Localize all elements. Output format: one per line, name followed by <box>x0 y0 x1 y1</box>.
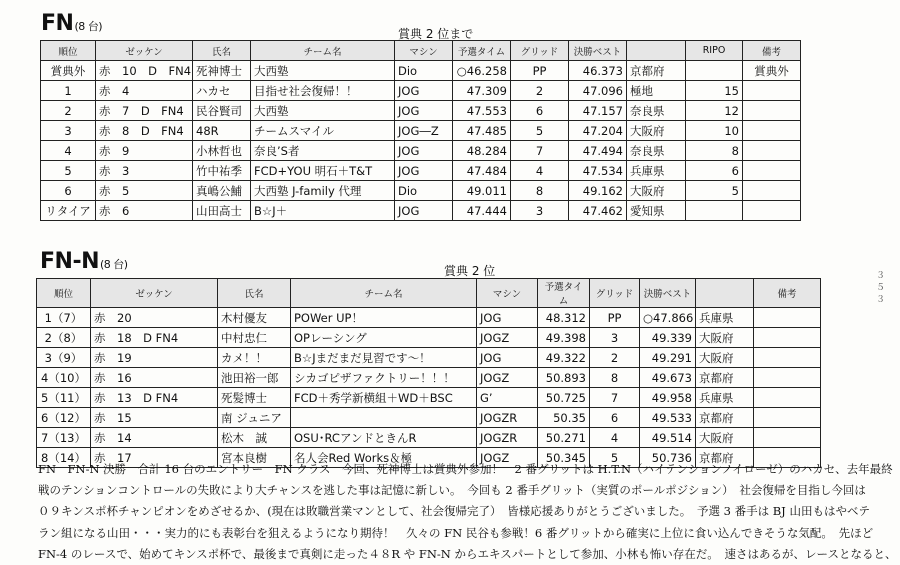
fn-header-cell: チーム名 <box>251 41 395 61</box>
fn-section-title: FN(8 台) <box>41 11 103 36</box>
fn-results-table <box>40 40 801 221</box>
table-cell: 大阪府 <box>696 328 754 348</box>
table-cell: 目指せ社会復帰！！ <box>251 81 395 101</box>
table-cell: 大西塾 J-family 代理 <box>251 181 395 201</box>
fnn-header-cell: ゼッケン <box>91 279 218 308</box>
table-cell: 真嶋公鯆 <box>193 181 251 201</box>
table-cell: B☆J＋ <box>251 201 395 221</box>
fnn-header-cell: マシン <box>477 279 538 308</box>
fnn-header-cell: 氏名 <box>218 279 291 308</box>
table-cell: 4（10） <box>37 368 91 388</box>
table-cell: 大西塾 <box>251 61 395 81</box>
table-cell: Dio <box>395 181 453 201</box>
table-cell: 賞典外 <box>743 61 801 81</box>
table-cell: 小林哲也 <box>193 141 251 161</box>
table-cell <box>754 388 821 408</box>
table-cell: 大阪府 <box>627 121 686 141</box>
table-cell: 4 <box>41 141 96 161</box>
table-cell: JOG―Z <box>395 121 453 141</box>
table-cell: 木村優友 <box>218 308 291 328</box>
table-cell: OSU･RCアンドときんR <box>291 428 477 448</box>
table-cell: 京都府 <box>696 408 754 428</box>
table-cell: 京都府 <box>627 61 686 81</box>
table-cell: 愛知県 <box>627 201 686 221</box>
table-cell: 50.35 <box>538 408 590 428</box>
table-cell: 47.494 <box>569 141 627 161</box>
table-cell: 49.958 <box>640 388 696 408</box>
fn-header-cell: ゼッケン <box>96 41 193 61</box>
table-cell: 大阪府 <box>627 181 686 201</box>
fnn-header-cell: 備考 <box>754 279 821 308</box>
table-cell: 3 <box>41 121 96 141</box>
table-cell: JOG <box>395 201 453 221</box>
table-cell: JOGZR <box>477 428 538 448</box>
table-cell: 赤 20 <box>91 308 218 328</box>
table-cell: PP <box>590 308 640 328</box>
table-row <box>41 201 801 221</box>
table-cell <box>754 368 821 388</box>
table-cell: 大西塾 <box>251 101 395 121</box>
table-cell: 赤 10 D FN4 <box>96 61 193 81</box>
table-cell: リタイア <box>41 201 96 221</box>
table-cell: 8 <box>511 181 569 201</box>
table-cell: 49.673 <box>640 368 696 388</box>
table-row <box>41 101 801 121</box>
table-cell: 4 <box>590 428 640 448</box>
table-cell: OPレーシング <box>291 328 477 348</box>
table-cell: B☆Jまだまだ見習です～！ <box>291 348 477 368</box>
table-cell <box>743 201 801 221</box>
fn-prize-note: 賞典 2 位まで <box>398 27 474 41</box>
table-cell: 5 <box>590 448 640 468</box>
table-cell: JOG <box>395 81 453 101</box>
table-cell: 6（12） <box>37 408 91 428</box>
table-cell: 赤 7 D FN4 <box>96 101 193 121</box>
table-cell: 47.553 <box>453 101 511 121</box>
table-cell: JOG <box>477 308 538 328</box>
table-row <box>41 141 801 161</box>
table-cell: 46.373 <box>569 61 627 81</box>
fn-header-cell: 予選タイム <box>453 41 511 61</box>
table-cell: 1（7） <box>37 308 91 328</box>
table-cell: 南 ジュニア <box>218 408 291 428</box>
table-cell: 兵庫県 <box>627 161 686 181</box>
table-cell <box>754 328 821 348</box>
table-cell: JOG <box>477 348 538 368</box>
table-cell <box>754 308 821 328</box>
table-cell: 50.893 <box>538 368 590 388</box>
commentary-line: 戦のテンションコントロールの失敗により大チャンスを逃した事は記憶に新しい。 今回も 2 番手グリット（実質のポールポジション） 社会復帰を目指し今回は <box>38 483 866 498</box>
table-cell: 6 <box>41 181 96 201</box>
table-cell: 宮本良樹 <box>218 448 291 468</box>
table-cell: 49.514 <box>640 428 696 448</box>
table-cell: 名人会Red Works＆極 <box>291 448 477 468</box>
table-cell: 赤 3 <box>96 161 193 181</box>
table-row <box>37 328 821 348</box>
commentary-line: ラン組になる山田・・・実力的にも表彰台を狙えるようになり期待！ 久々の FN 民谷も参戦！6 番グリットから確実に上位に食い込んできそうな気配。 先ほど <box>38 525 874 540</box>
table-cell: 48.284 <box>453 141 511 161</box>
table-cell: 1 <box>41 81 96 101</box>
table-cell: 京都府 <box>696 448 754 468</box>
table-cell: 赤 6 <box>96 201 193 221</box>
table-row <box>41 161 801 181</box>
table-cell: 赤 14 <box>91 428 218 448</box>
table-cell: JOG <box>395 101 453 121</box>
fn-header-row <box>41 41 801 61</box>
table-cell <box>754 348 821 368</box>
table-cell: 奈良県 <box>627 101 686 121</box>
table-row <box>41 181 801 201</box>
table-row <box>37 308 821 328</box>
table-cell: 50.736 <box>640 448 696 468</box>
table-cell: POWer UP！ <box>291 308 477 328</box>
table-cell: 47.309 <box>453 81 511 101</box>
fn-header-cell: マシン <box>395 41 453 61</box>
table-cell: 48.312 <box>538 308 590 328</box>
table-cell: 2 <box>511 81 569 101</box>
table-cell: 大阪府 <box>696 348 754 368</box>
table-cell: 2（8） <box>37 328 91 348</box>
table-row <box>41 121 801 141</box>
table-cell: 47.485 <box>453 121 511 141</box>
table-cell: 赤 16 <box>91 368 218 388</box>
table-cell <box>743 161 801 181</box>
fnn-header-cell: チーム名 <box>291 279 477 308</box>
fnn-section-title: FN-N(8 台) <box>40 249 128 274</box>
table-cell <box>291 408 477 428</box>
table-cell: 赤 18 D FN4 <box>91 328 218 348</box>
table-cell: 兵庫県 <box>696 308 754 328</box>
fn-header-cell: グリッド <box>511 41 569 61</box>
table-cell: 5 <box>41 161 96 181</box>
table-cell: 7 <box>511 141 569 161</box>
table-cell: 2 <box>590 348 640 368</box>
table-cell: JOGZ <box>477 368 538 388</box>
table-cell <box>754 408 821 428</box>
table-cell: 6 <box>511 101 569 121</box>
table-cell: 3 <box>590 328 640 348</box>
table-cell: 赤 9 <box>96 141 193 161</box>
commentary-line: FN-4 のレースで、始めてキンスポ杯で、最後まで真剣に走った４８R や FN-N からエキスパートとして参加、小林も怖い存在だ。 速さはあるが、レースとなると、 <box>38 546 897 561</box>
table-row <box>41 81 801 101</box>
table-cell: 49.533 <box>640 408 696 428</box>
table-cell: チームスマイル <box>251 121 395 141</box>
table-row <box>37 428 821 448</box>
table-cell: JOG <box>395 161 453 181</box>
table-cell <box>743 101 801 121</box>
fnn-header-cell <box>696 279 754 308</box>
table-cell: 12 <box>686 101 743 121</box>
table-cell: FCD+YOU 明石＋T&T <box>251 161 395 181</box>
fn-header-cell: 順位 <box>41 41 96 61</box>
table-cell: 京都府 <box>696 368 754 388</box>
fn-header-cell: 備考 <box>743 41 801 61</box>
table-cell: 3 <box>511 201 569 221</box>
fnn-prize-note: 賞典 2 位 <box>444 264 496 278</box>
table-cell: PP <box>511 61 569 81</box>
fnn-results-table <box>36 278 821 468</box>
table-cell <box>754 428 821 448</box>
table-cell: ○47.866 <box>640 308 696 328</box>
table-cell: JOG <box>395 141 453 161</box>
table-cell <box>686 61 743 81</box>
table-cell: 47.096 <box>569 81 627 101</box>
fn-header-cell: 決勝ベスト <box>569 41 627 61</box>
table-cell: 8 <box>686 141 743 161</box>
table-cell: 8（14） <box>37 448 91 468</box>
table-cell <box>686 201 743 221</box>
table-cell: 死髪博士 <box>218 388 291 408</box>
table-cell: 5 <box>686 181 743 201</box>
table-cell: 47.462 <box>569 201 627 221</box>
table-cell: 50.271 <box>538 428 590 448</box>
table-cell: 兵庫県 <box>696 388 754 408</box>
table-cell: 赤 15 <box>91 408 218 428</box>
table-cell: 5 <box>511 121 569 141</box>
table-cell: 赤 19 <box>91 348 218 368</box>
table-cell <box>743 141 801 161</box>
table-cell: 3（9） <box>37 348 91 368</box>
table-cell: 山田高士 <box>193 201 251 221</box>
table-cell: 池田裕一郎 <box>218 368 291 388</box>
table-row <box>37 408 821 428</box>
table-cell: 49.291 <box>640 348 696 368</box>
table-cell: 10 <box>686 121 743 141</box>
table-cell: 2 <box>41 101 96 121</box>
table-cell: 47.444 <box>453 201 511 221</box>
table-cell: 49.398 <box>538 328 590 348</box>
table-cell: 赤 17 <box>91 448 218 468</box>
fnn-header-cell: 予選タイム <box>538 279 590 308</box>
table-cell: 民谷賢司 <box>193 101 251 121</box>
table-cell <box>743 181 801 201</box>
commentary-line: FN FN-N 決勝 合計 16 台のエントリー FN クラス 今回、死神博士は賞典外参加！ 2 番グリットは H.T.N（ハイテンションノイローゼ）のハカセ、去年最終 <box>38 462 893 476</box>
fn-header-cell: 氏名 <box>193 41 251 61</box>
table-row <box>37 368 821 388</box>
table-cell: JOGZ <box>477 328 538 348</box>
table-cell: 奈良’S者 <box>251 141 395 161</box>
table-cell: 49.011 <box>453 181 511 201</box>
commentary-line: ０９キンスポ杯チャンピオンをめざせるか、(現在は敗職営業マンとして、社会復帰完了） 皆様応援ありがとうございました。 予選 3 番手は BJ 山田もはやベテ <box>38 504 870 519</box>
table-cell: 賞典外 <box>41 61 96 81</box>
table-cell: 赤 13 D FN4 <box>91 388 218 408</box>
table-cell: 47.204 <box>569 121 627 141</box>
table-cell <box>743 81 801 101</box>
table-cell: 竹中祐季 <box>193 161 251 181</box>
table-cell: 7（13） <box>37 428 91 448</box>
table-cell: 松木 誠 <box>218 428 291 448</box>
fnn-header-cell: グリッド <box>590 279 640 308</box>
table-cell: 8 <box>590 368 640 388</box>
table-cell: ○46.258 <box>453 61 511 81</box>
fn-header-cell <box>627 41 686 61</box>
fnn-header-row <box>37 279 821 308</box>
table-cell: シカゴピザファクトリー！！！ <box>291 368 477 388</box>
table-cell: JOGZR <box>477 408 538 428</box>
table-cell: 赤 8 D FN4 <box>96 121 193 141</box>
table-cell: Dio <box>395 61 453 81</box>
table-cell: ハカセ <box>193 81 251 101</box>
table-cell: 極地 <box>627 81 686 101</box>
table-cell: 7 <box>590 388 640 408</box>
table-cell: 赤 5 <box>96 181 193 201</box>
table-cell: 6 <box>590 408 640 428</box>
table-row <box>41 61 801 81</box>
table-cell <box>743 121 801 141</box>
table-cell: 49.322 <box>538 348 590 368</box>
table-cell: 15 <box>686 81 743 101</box>
table-cell: 49.339 <box>640 328 696 348</box>
table-cell: 4 <box>511 161 569 181</box>
table-cell: JOGZ <box>477 448 538 468</box>
table-cell: 47.534 <box>569 161 627 181</box>
table-cell: FCD＋秀学新横組＋WD＋BSC <box>291 388 477 408</box>
table-cell: 47.157 <box>569 101 627 121</box>
table-row <box>37 348 821 368</box>
page-margin-mark: ３ ５ ３ <box>876 271 886 305</box>
table-cell: 赤 4 <box>96 81 193 101</box>
table-cell: 50.345 <box>538 448 590 468</box>
table-cell: 50.725 <box>538 388 590 408</box>
fnn-header-cell: 順位 <box>37 279 91 308</box>
table-cell: 死神博士 <box>193 61 251 81</box>
table-cell: カメ！！ <box>218 348 291 368</box>
table-cell: 大阪府 <box>696 428 754 448</box>
race-commentary <box>38 459 897 565</box>
table-row <box>37 388 821 408</box>
table-cell: 奈良県 <box>627 141 686 161</box>
table-cell: 中村忠仁 <box>218 328 291 348</box>
table-cell: 5（11） <box>37 388 91 408</box>
table-cell: 6 <box>686 161 743 181</box>
fn-header-cell: RIPO <box>686 41 743 61</box>
table-cell: G’ <box>477 388 538 408</box>
table-cell: 47.484 <box>453 161 511 181</box>
table-cell: 49.162 <box>569 181 627 201</box>
table-cell: 48R <box>193 121 251 141</box>
fnn-header-cell: 決勝ベスト <box>640 279 696 308</box>
